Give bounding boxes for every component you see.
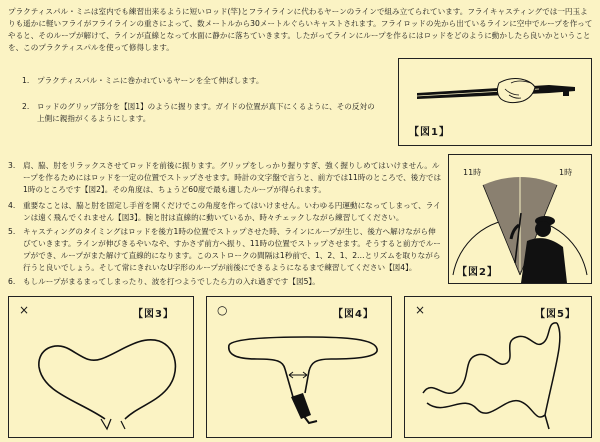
step-number: 4. xyxy=(8,201,16,210)
step-text: ロッドのグリップ部分を【図1】のように握ります。ガイドの位置が真下にくるように、その反対の上側に親指がくるようにします。 xyxy=(37,102,375,123)
step-3 xyxy=(8,160,442,196)
step-text: 重要なことは、脇と肘を固定し手首を開くだけでこの角度を作ってはいけません。いわゆる円運動になってしまって、ラインは遠く飛んでくれません【図3】。腕と肘は直線的に動いているか、時々チェックしながら練習してください。 xyxy=(23,201,441,222)
figure-5-label: 【図5】 xyxy=(535,309,576,320)
step-number: 1. xyxy=(22,76,30,85)
figure-4-label: 【図4】 xyxy=(333,309,374,320)
step-number: 3. xyxy=(8,161,16,170)
step-1 xyxy=(22,75,382,87)
step-text: プラクティスパル・ミニに巻かれているヤーンを全て伸ばします。 xyxy=(37,76,264,85)
figure-2-label: 【図2】 xyxy=(457,267,498,278)
figure-3-label: 【図3】 xyxy=(133,309,174,320)
wrong-mark-icon: × xyxy=(415,303,426,317)
figure-3-box xyxy=(8,296,194,438)
clock-1-label: 1時 xyxy=(559,168,573,177)
step-text: もしループがまるまってしまったり、波を打つようでしたら力の入れ過ぎです【図5】。 xyxy=(23,277,320,286)
step-5 xyxy=(8,226,442,274)
step-4 xyxy=(8,200,442,224)
figure-4-box xyxy=(206,296,392,438)
step-6 xyxy=(8,276,442,288)
u-loop-illustration xyxy=(207,297,391,437)
figure-1-box xyxy=(398,58,592,146)
circular-loop-illustration xyxy=(9,297,193,437)
step-text: キャスティングのタイミングはロッドを後方1時の位置でストップさせた時、ラインにループが生じ、後方へ解けながら伸びていきます。ラインが伸びきるやいなや、すかさず前方へ振り、11時の位置でストップさせます。そうすると前方でループができ、ループがまた解けて直線的になります。このストロークの間隔は1秒前で、1、2、1、2…とリズムを取りながら行うと良いでしょう。そして常にきれいなU字形のループが前後にできるようになるまで練習してください【図4】。 xyxy=(23,227,441,272)
step-2 xyxy=(22,101,378,125)
step-number: 6. xyxy=(8,277,16,286)
clock-11-label: 11時 xyxy=(463,168,482,177)
correct-mark-icon: ○ xyxy=(217,303,228,317)
step-number: 5. xyxy=(8,227,16,236)
figure-2-box xyxy=(448,154,592,284)
figure-1-label: 【図1】 xyxy=(409,127,450,138)
wrong-mark-icon: × xyxy=(19,303,30,317)
intro-paragraph: プラクティスパル・ミニは室内でも練習出来るように短いロッド(竿)とフライラインに代わるヤーンのラインで組み立てられています。フライキャスティングでは一円玉よりも遥かに軽いフライがフライラインの重さによって、数メートルから30メートルぐらいキャストされます。フライロッドの先から出ているラインに空中でループを作ってやると、そのループが解けて、ラインが直線となって水面に静かに落ちていきます。したがってラインにループを作るにはロッドをどのように動かしたら良いかということを、このプラクティスパルを使って修得します。 xyxy=(8,7,593,52)
step-number: 2. xyxy=(22,102,30,111)
wavy-loop-illustration xyxy=(405,297,591,437)
figure-5-box xyxy=(404,296,592,438)
step-text: 肩、脇、肘をリラックスさせてロッドを前後に振ります。グリップをしっかり握りすぎ、強く握りしめてはいけません。ループを作るためにはロッドを一定の位置でストップさせます。時計の文字盤で言うと、前方では11時のところで、後方では1時のところです【図2】。その角度は、ちょうど60度で最も適したループが得られます。 xyxy=(23,161,442,194)
